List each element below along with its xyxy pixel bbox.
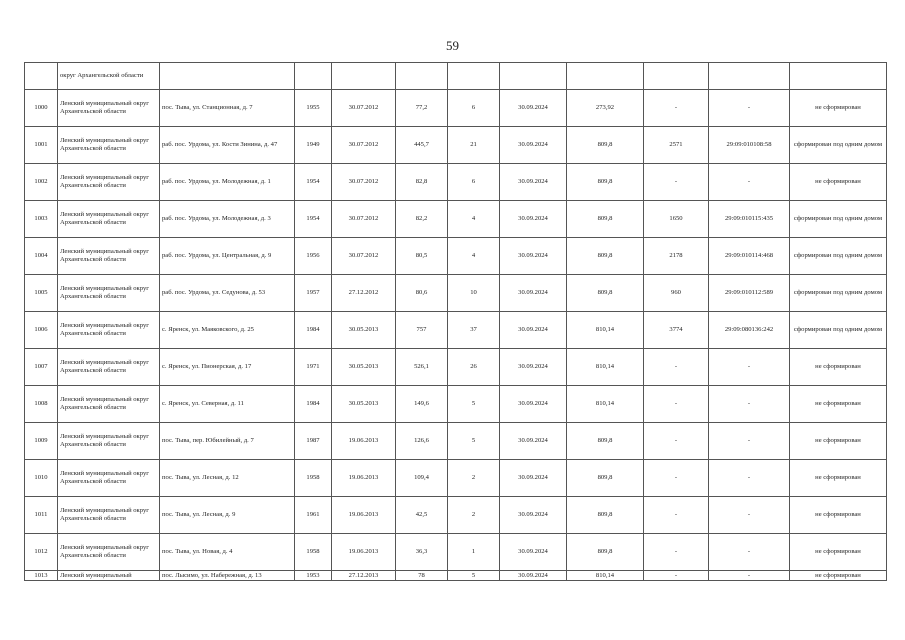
cell-cadastral: -: [709, 349, 790, 386]
cell-cadastral: 29:09:010114:468: [709, 238, 790, 275]
cell-count: 4: [448, 238, 500, 275]
cell-address: с. Яренск, ул. Северная, д. 11: [160, 386, 295, 423]
cell-land-area: 2178: [644, 238, 709, 275]
cell-land-area: -: [644, 164, 709, 201]
cell-area: 77,2: [396, 90, 448, 127]
cell-cadastral: -: [709, 460, 790, 497]
cell-status: сформирован под одним домом: [790, 238, 887, 275]
cell-year: 1961: [295, 497, 332, 534]
cell-area: 78: [396, 571, 448, 581]
cell-status: [790, 63, 887, 90]
cell-date2: 30.09.2024: [500, 423, 567, 460]
cell-price: 809,8: [567, 534, 644, 571]
cell-price: 809,8: [567, 164, 644, 201]
cell-price: 273,92: [567, 90, 644, 127]
cell-area: 80,6: [396, 275, 448, 312]
cell-num: 1000: [25, 90, 58, 127]
cell-price: 810,14: [567, 571, 644, 581]
cell-year: 1956: [295, 238, 332, 275]
cell-date: [332, 63, 396, 90]
cell-status: сформирован под одним домом: [790, 201, 887, 238]
page-number: 59: [446, 38, 459, 53]
cell-date: 30.07.2012: [332, 201, 396, 238]
cell-num: 1008: [25, 386, 58, 423]
cell-municipality: Ленский муниципальный округ Архангельской области: [58, 164, 160, 201]
cell-date: 30.05.2013: [332, 312, 396, 349]
cell-price: 810,14: [567, 349, 644, 386]
cell-count: 6: [448, 164, 500, 201]
cell-area: 109,4: [396, 460, 448, 497]
cell-municipality: Ленский муниципальный округ Архангельской области: [58, 349, 160, 386]
cell-status: не сформирован: [790, 90, 887, 127]
cell-status: не сформирован: [790, 460, 887, 497]
cell-land-area: [644, 63, 709, 90]
cell-year: 1984: [295, 312, 332, 349]
cell-address: пос. Тыва, ул. Лесная, д. 12: [160, 460, 295, 497]
cell-price: 809,8: [567, 127, 644, 164]
cell-status: сформирован под одним домом: [790, 127, 887, 164]
cell-num: 1006: [25, 312, 58, 349]
cell-count: 10: [448, 275, 500, 312]
cell-address: пос. Тыва, пер. Юбилейный, д. 7: [160, 423, 295, 460]
table-row: [25, 275, 887, 312]
table-row: [25, 349, 887, 386]
cell-year: 1984: [295, 386, 332, 423]
cell-year: 1971: [295, 349, 332, 386]
table-row: [25, 90, 887, 127]
cell-date: 19.06.2013: [332, 497, 396, 534]
cell-municipality: Ленский муниципальный округ Архангельской области: [58, 497, 160, 534]
cell-count: 5: [448, 423, 500, 460]
cell-count: 1: [448, 534, 500, 571]
cell-address: с. Яренск, ул. Маяковского, д. 25: [160, 312, 295, 349]
cell-land-area: 1650: [644, 201, 709, 238]
cell-date: 19.06.2013: [332, 534, 396, 571]
housing-register-table: [24, 62, 887, 581]
cell-date: 27.12.2012: [332, 275, 396, 312]
cell-land-area: -: [644, 534, 709, 571]
table-row: [25, 312, 887, 349]
cell-address: с. Яренск, ул. Пионерская, д. 17: [160, 349, 295, 386]
cell-date2: 30.09.2024: [500, 349, 567, 386]
cell-cadastral: [709, 63, 790, 90]
cell-date: 30.07.2012: [332, 164, 396, 201]
cell-count: 26: [448, 349, 500, 386]
cell-cadastral: -: [709, 90, 790, 127]
cell-date2: [500, 63, 567, 90]
cell-municipality: Ленский муниципальный округ Архангельской области: [58, 386, 160, 423]
cell-date2: 30.09.2024: [500, 275, 567, 312]
cell-municipality: Ленский муниципальный округ Архангельской области: [58, 238, 160, 275]
cell-land-area: -: [644, 460, 709, 497]
cell-year: 1953: [295, 571, 332, 581]
cell-count: 2: [448, 460, 500, 497]
cell-date2: 30.09.2024: [500, 90, 567, 127]
cell-land-area: -: [644, 90, 709, 127]
cell-area: 526,1: [396, 349, 448, 386]
cell-area: 82,8: [396, 164, 448, 201]
table-row: [25, 423, 887, 460]
cell-date: 30.07.2012: [332, 238, 396, 275]
cell-address: раб. пос. Урдома, ул. Молодежная, д. 1: [160, 164, 295, 201]
cell-date: 30.05.2013: [332, 386, 396, 423]
cell-municipality: Ленский муниципальный округ Архангельской области: [58, 127, 160, 164]
cell-address: пос. Лысимо, ул. Набережная, д. 13: [160, 571, 295, 581]
cell-price: 809,8: [567, 275, 644, 312]
cell-area: 42,5: [396, 497, 448, 534]
cell-count: 37: [448, 312, 500, 349]
cell-date2: 30.09.2024: [500, 238, 567, 275]
cell-land-area: 3774: [644, 312, 709, 349]
cell-date2: 30.09.2024: [500, 164, 567, 201]
cell-land-area: -: [644, 349, 709, 386]
cell-address: пос. Тыва, ул. Станционная, д. 7: [160, 90, 295, 127]
cell-year: 1958: [295, 534, 332, 571]
cell-cadastral: 29:09:010115:435: [709, 201, 790, 238]
cell-address: раб. пос. Урдома, ул. Молодежная, д. 3: [160, 201, 295, 238]
cell-land-area: 960: [644, 275, 709, 312]
table-row: [25, 238, 887, 275]
cell-count: 5: [448, 386, 500, 423]
cell-num: 1012: [25, 534, 58, 571]
table-row-partial-bottom: [25, 571, 887, 581]
cell-area: 82,2: [396, 201, 448, 238]
cell-date: 30.07.2012: [332, 90, 396, 127]
cell-cadastral: 29:09:010112:589: [709, 275, 790, 312]
cell-cadastral: -: [709, 497, 790, 534]
cell-date2: 30.09.2024: [500, 127, 567, 164]
cell-price: 810,14: [567, 312, 644, 349]
cell-num: 1001: [25, 127, 58, 164]
cell-year: 1958: [295, 460, 332, 497]
cell-date: 30.05.2013: [332, 349, 396, 386]
cell-count: 2: [448, 497, 500, 534]
cell-date2: 30.09.2024: [500, 497, 567, 534]
table-row: [25, 497, 887, 534]
cell-date: 19.06.2013: [332, 423, 396, 460]
cell-num: 1002: [25, 164, 58, 201]
cell-num: 1003: [25, 201, 58, 238]
table-row-partial-top: [25, 63, 887, 90]
cell-count: 5: [448, 571, 500, 581]
table-body: [25, 63, 887, 581]
cell-date2: 30.09.2024: [500, 571, 567, 581]
cell-area: 80,5: [396, 238, 448, 275]
cell-price: 809,8: [567, 460, 644, 497]
cell-year: 1954: [295, 164, 332, 201]
cell-address: [160, 63, 295, 90]
cell-status: сформирован под одним домом: [790, 275, 887, 312]
cell-land-area: 2571: [644, 127, 709, 164]
cell-area: 445,7: [396, 127, 448, 164]
cell-address: раб. пос. Урдома, ул. Седунова, д. 53: [160, 275, 295, 312]
cell-address: раб. пос. Урдома, ул. Центральная, д. 9: [160, 238, 295, 275]
cell-municipality: Ленский муниципальный округ Архангельской области: [58, 423, 160, 460]
cell-status: не сформирован: [790, 571, 887, 581]
cell-address: раб. пос. Урдома, ул. Кости Зинина, д. 47: [160, 127, 295, 164]
cell-area: 126,6: [396, 423, 448, 460]
cell-date: 30.07.2012: [332, 127, 396, 164]
cell-num: 1005: [25, 275, 58, 312]
cell-area: [396, 63, 448, 90]
cell-municipality: Ленский муниципальный округ Архангельской области: [58, 90, 160, 127]
cell-count: 4: [448, 201, 500, 238]
table-row: [25, 460, 887, 497]
cell-cadastral: 29:09:080136:242: [709, 312, 790, 349]
cell-status: не сформирован: [790, 349, 887, 386]
cell-cadastral: -: [709, 386, 790, 423]
cell-municipality: Ленский муниципальный округ Архангельской области: [58, 275, 160, 312]
cell-cadastral: -: [709, 571, 790, 581]
table-row: [25, 534, 887, 571]
cell-date2: 30.09.2024: [500, 386, 567, 423]
cell-date2: 30.09.2024: [500, 312, 567, 349]
cell-address: пос. Тыва, ул. Новая, д. 4: [160, 534, 295, 571]
cell-cadastral: -: [709, 164, 790, 201]
cell-date: 27.12.2013: [332, 571, 396, 581]
cell-municipality: округ Архангельской области: [58, 63, 160, 90]
cell-year: 1954: [295, 201, 332, 238]
cell-municipality: Ленский муниципальный округ Архангельской области: [58, 460, 160, 497]
cell-price: [567, 63, 644, 90]
cell-num: [25, 63, 58, 90]
cell-count: [448, 63, 500, 90]
cell-land-area: -: [644, 571, 709, 581]
cell-date2: 30.09.2024: [500, 534, 567, 571]
cell-date2: 30.09.2024: [500, 201, 567, 238]
table-row: [25, 386, 887, 423]
cell-date2: 30.09.2024: [500, 460, 567, 497]
cell-count: 6: [448, 90, 500, 127]
cell-cadastral: -: [709, 423, 790, 460]
cell-num: 1007: [25, 349, 58, 386]
cell-municipality: Ленский муниципальный: [58, 571, 160, 581]
cell-status: не сформирован: [790, 497, 887, 534]
cell-price: 809,8: [567, 497, 644, 534]
cell-cadastral: 29:09:010108:58: [709, 127, 790, 164]
cell-status: не сформирован: [790, 423, 887, 460]
cell-year: 1987: [295, 423, 332, 460]
cell-address: пос. Тыва, ул. Лесная, д. 9: [160, 497, 295, 534]
cell-status: не сформирован: [790, 534, 887, 571]
table-row: [25, 164, 887, 201]
cell-land-area: -: [644, 497, 709, 534]
table-row: [25, 201, 887, 238]
cell-municipality: Ленский муниципальный округ Архангельской области: [58, 312, 160, 349]
table-row: [25, 127, 887, 164]
cell-price: 810,14: [567, 386, 644, 423]
cell-year: [295, 63, 332, 90]
cell-num: 1013: [25, 571, 58, 581]
cell-status: не сформирован: [790, 164, 887, 201]
cell-status: сформирован под одним домом: [790, 312, 887, 349]
cell-num: 1004: [25, 238, 58, 275]
cell-status: не сформирован: [790, 386, 887, 423]
cell-price: 809,8: [567, 201, 644, 238]
cell-date: 19.06.2013: [332, 460, 396, 497]
cell-municipality: Ленский муниципальный округ Архангельской области: [58, 534, 160, 571]
cell-area: 149,6: [396, 386, 448, 423]
cell-year: 1957: [295, 275, 332, 312]
cell-num: 1010: [25, 460, 58, 497]
cell-area: 757: [396, 312, 448, 349]
cell-num: 1009: [25, 423, 58, 460]
cell-year: 1949: [295, 127, 332, 164]
cell-price: 809,8: [567, 423, 644, 460]
cell-num: 1011: [25, 497, 58, 534]
cell-municipality: Ленский муниципальный округ Архангельской области: [58, 201, 160, 238]
cell-cadastral: -: [709, 534, 790, 571]
cell-land-area: -: [644, 386, 709, 423]
cell-price: 809,8: [567, 238, 644, 275]
cell-area: 36,3: [396, 534, 448, 571]
cell-year: 1955: [295, 90, 332, 127]
cell-land-area: -: [644, 423, 709, 460]
cell-count: 21: [448, 127, 500, 164]
